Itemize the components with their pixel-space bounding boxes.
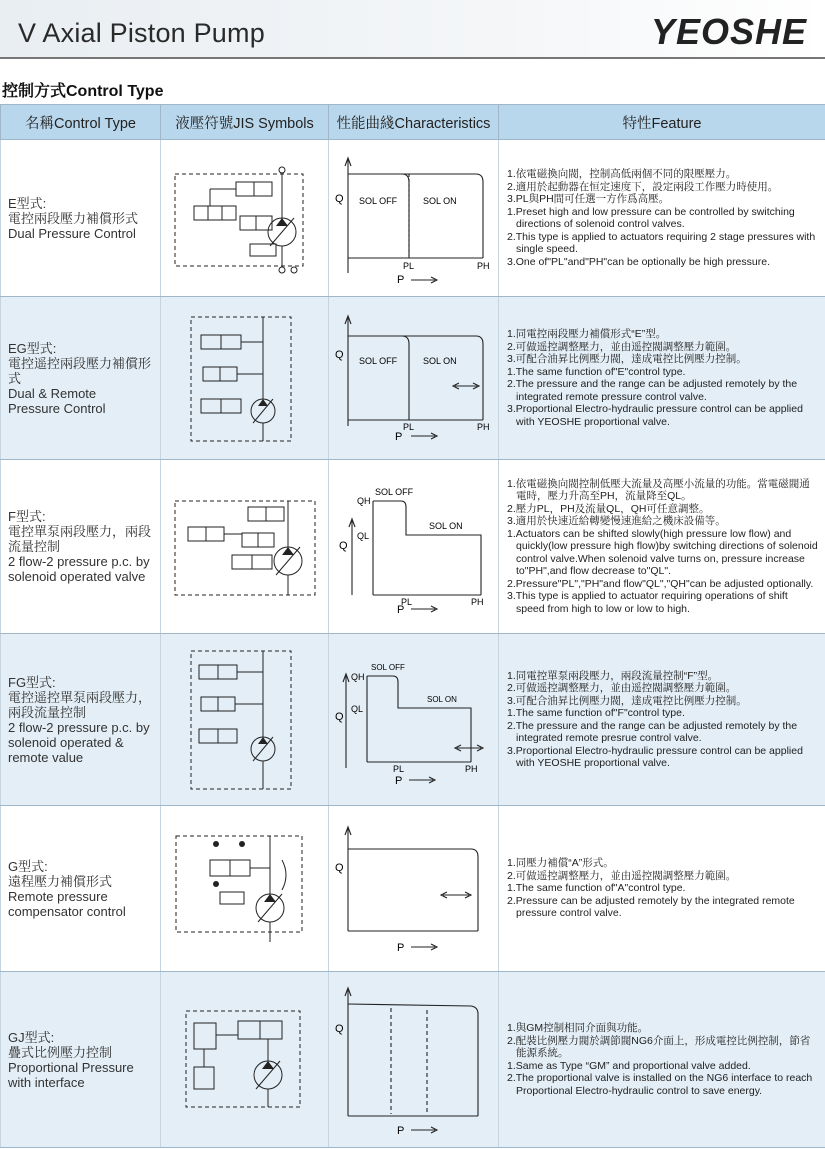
feature-item: 1.The same function of"A"control type.: [507, 882, 686, 895]
jis-symbol-cell: [161, 972, 329, 1148]
feature-item: 1.依電磁換向閥，控制高低兩個不同的限壓壓力。: [507, 168, 737, 180]
type-name-zh: 電控單泵兩段壓力，兩段流量控制: [8, 524, 152, 554]
section-title: 控制方式Control Type: [2, 83, 164, 100]
control-type-name: [1, 634, 161, 806]
tick-label-qh: QH: [356, 495, 370, 506]
type-name-en: Proportional Pressure: [8, 1059, 134, 1075]
axis-label-q: Q: [334, 710, 344, 723]
brand-logo: YEOSHE: [650, 11, 807, 52]
feature-item: 2.The pressure and the range can be adjusted remotely by the integrated remote pressure control valve.: [507, 378, 798, 403]
tick-label-pl: PL: [392, 763, 404, 774]
feature-item: 3.可配合油昇比例壓力閥，達成電控比例壓力控制。: [507, 694, 747, 707]
axis-label-p: P: [396, 274, 404, 286]
page-title: V Axial Piston Pump: [18, 18, 265, 48]
feature-item: 2.壓力PL，PH及流量QL，QH可任意調整。: [507, 502, 710, 515]
type-name-en: with interface: [8, 1074, 85, 1090]
curve-label-sol-on: SOL ON: [422, 356, 457, 366]
feature-cell: [499, 140, 825, 297]
type-code: F型式:: [8, 509, 46, 524]
pq-curve-gj: [331, 980, 497, 1140]
feature-item: 2.The pressure and the range can be adjusted remotely by the integrated remote presrue control valve.: [507, 719, 798, 744]
curve-label-sol-on: SOL ON: [426, 694, 457, 704]
feature-item: 1.Preset high and low pressure can be controlled by switching directions of solenoid control valves.: [507, 205, 795, 230]
tick-label-ph: PH: [470, 596, 484, 607]
characteristic-chart-cell: [329, 806, 499, 972]
hydraulic-symbol-g: [170, 830, 320, 948]
tick-label-pl: PL: [402, 422, 414, 432]
feature-cell: [499, 634, 825, 806]
control-type-name: [1, 140, 161, 297]
feature-item: 3.Proportional Electro-hydraulic pressure control can be applied with YEOSHE proportional valve.: [507, 744, 803, 769]
type-code: E型式:: [8, 195, 47, 211]
type-name-zh: 遠程壓力補償形式: [8, 873, 113, 889]
table-row-f: [1, 460, 825, 634]
jis-symbol-cell: [161, 297, 329, 460]
column-header-characteristics: 性能曲綫Characteristics: [329, 105, 499, 140]
feature-item: 2.Pressure can be adjusted remotely by the integrated remote pressure control valve.: [507, 894, 795, 920]
type-code: GJ型式:: [8, 1029, 55, 1045]
table-row-gj: [1, 972, 825, 1148]
axis-label-q: Q: [334, 349, 344, 361]
type-name-zh: 電控兩段壓力補償形式: [8, 210, 139, 226]
axis-label-p: P: [394, 774, 402, 787]
tick-label-pl: PL: [400, 596, 412, 607]
tick-label-pl: PL: [402, 261, 414, 271]
type-name-zh: 電控遥控單泵兩段壓力，兩段流量控制: [8, 689, 152, 720]
control-type-name: [1, 806, 161, 972]
feature-item: 3.PL與PH間可任選一方作爲高壓。: [507, 193, 670, 205]
axis-label-q: Q: [334, 1022, 344, 1035]
axis-label-p: P: [396, 1124, 404, 1137]
feature-item: 3.This type is applied to actuator requiring operations of shift speed from high to low or low to high.: [507, 590, 788, 615]
feature-item: 1.The same function of"F"control type.: [507, 707, 685, 719]
jis-symbol-cell: [161, 460, 329, 634]
feature-item: 1.同電控兩段壓力補償形式“E”型。: [507, 328, 667, 340]
feature-item: 1.與GM控制相同介面與功能。: [507, 1022, 649, 1034]
feature-item: 2.The proportional valve is installed on the NG6 interface to reach Proportional Electro-hydraulic control to save energy.: [507, 1072, 813, 1097]
feature-item: 1.同壓力補償“A”形式。: [507, 857, 614, 870]
tick-label-ph: PH: [464, 763, 478, 774]
tick-label-ph: PH: [476, 422, 490, 432]
axis-label-q: Q: [338, 539, 348, 552]
type-name-en: solenoid operated &: [8, 734, 124, 750]
tick-label-qh: QH: [350, 671, 364, 682]
pq-curve-g: [331, 819, 497, 959]
type-name-en: remote value: [8, 749, 84, 765]
feature-item: 2.可做遥控調整壓力，並由遥控閥調整壓力範圍。: [507, 869, 737, 882]
table-row-e: [1, 140, 825, 297]
type-name-en: 2 flow-2 pressure p.c. by: [8, 719, 150, 735]
curve-label-sol-off: SOL OFF: [358, 356, 397, 366]
feature-cell: [499, 460, 825, 634]
feature-item: 2.Pressure"PL","PH"and flow"QL","QH"can be adjusted optionally.: [507, 577, 814, 590]
axis-label-q: Q: [334, 193, 344, 205]
control-type-name: [1, 460, 161, 634]
feature-item: 2.This type is applied to actuators requiring 2 stage pressures with single speed.: [507, 230, 816, 255]
control-type-table: [0, 104, 825, 1148]
type-name-en: solenoid operated valve: [8, 569, 146, 584]
table-row-eg: [1, 297, 825, 460]
characteristic-chart-cell: [329, 140, 499, 297]
column-header-feature: 特性Feature: [499, 105, 825, 140]
tick-label-ql: QL: [356, 530, 369, 541]
characteristic-chart-cell: [329, 297, 499, 460]
feature-item: 2.配裝比例壓力閥於調節閥NG6介面上，形成電控比例控制，節省能源系統。: [507, 1034, 811, 1059]
axis-label-p: P: [394, 431, 402, 443]
type-name-en: 2 flow-2 pressure p.c. by: [8, 554, 150, 569]
feature-cell: [499, 806, 825, 972]
type-code: G型式:: [8, 858, 48, 874]
characteristic-chart-cell: [329, 634, 499, 806]
feature-item: 1.Actuators can be shifted slowly(high pressure low flow) and quickly(low pressure high flow)by switching directions of solenoid control valve.When solenoid valve turns on, pressure increase to"PH",and flow decrease to"QL".: [507, 527, 818, 578]
tick-label-ql: QL: [350, 703, 363, 714]
type-name-zh: 疊式比例壓力控制: [8, 1044, 113, 1060]
type-name-en: Dual Pressure Control: [8, 225, 136, 241]
hydraulic-symbol-e: [170, 162, 320, 274]
table-row-g: [1, 806, 825, 972]
characteristic-chart-cell: [329, 972, 499, 1148]
jis-symbol-cell: [161, 140, 329, 297]
type-code: EG型式:: [8, 340, 57, 356]
axis-label-p: P: [396, 941, 404, 954]
hydraulic-symbol-f: [170, 493, 320, 601]
type-name-en: compensator control: [8, 903, 126, 919]
header-divider: [0, 57, 825, 59]
characteristic-chart-cell: [329, 460, 499, 634]
control-type-name: [1, 972, 161, 1148]
feature-cell: [499, 972, 825, 1148]
column-header-jis-symbols: 液壓符號JIS Symbols: [161, 105, 329, 140]
table-row-fg: [1, 634, 825, 806]
curve-label-sol-off: SOL OFF: [374, 486, 413, 497]
axis-label-p: P: [396, 603, 404, 616]
hydraulic-symbol-fg: [185, 645, 305, 795]
feature-item: 3.One of"PL"and"PH"can be optionally be high pressure.: [507, 255, 770, 268]
feature-item: 1.同電控單泵兩段壓力，兩段流量控制“F”型。: [507, 669, 719, 682]
hydraulic-symbol-eg: [185, 311, 305, 446]
hydraulic-symbol-gj: [180, 1005, 310, 1115]
feature-item: 2.適用於起動器在恒定速度下，設定兩段工作壓力時使用。: [507, 180, 779, 193]
jis-symbol-cell: [161, 634, 329, 806]
curve-label-sol-off: SOL OFF: [358, 196, 397, 206]
feature-cell: [499, 297, 825, 460]
axis-label-q: Q: [334, 861, 344, 874]
feature-item: 1.Same as Type “GM” and proportional valve added.: [507, 1059, 751, 1072]
feature-item: 1.依電磁換向閥控制低壓大流量及高壓小流量的功能。當電磁閥通電時，壓力升高至PH，流量降至QL。: [507, 477, 810, 503]
type-name-zh: 電控遥控兩段壓力補償形式: [8, 355, 152, 386]
feature-item: 3.可配合油昇比例壓力閥，達成電控比例壓力控制。: [507, 353, 747, 365]
type-name-en: Dual & Remote: [8, 385, 97, 401]
tick-label-ph: PH: [476, 261, 490, 271]
curve-label-sol-off: SOL OFF: [370, 662, 405, 672]
feature-item: 3.適用於快速近給轉變慢速進給之機床設備等。: [507, 515, 726, 528]
pq-curve-e: [331, 148, 497, 288]
type-code: FG型式:: [8, 674, 56, 690]
feature-item: 2.可做遥控調整壓力，並由遥控閥調整壓力範圍。: [507, 340, 737, 353]
jis-symbol-cell: [161, 806, 329, 972]
feature-item: 1.The same function of"E"control type.: [507, 365, 686, 378]
pq-curve-fg: [331, 650, 497, 790]
feature-item: 3.Proportional Electro-hydraulic pressure control can be applied with YEOSHE proportional valve.: [507, 403, 803, 428]
curve-label-sol-on: SOL ON: [422, 196, 457, 206]
type-name-en: Remote pressure: [8, 888, 108, 904]
curve-label-sol-on: SOL ON: [428, 520, 463, 531]
pq-curve-eg: [331, 308, 497, 448]
column-header-control-type: 名稱Control Type: [1, 105, 161, 140]
type-name-en: Pressure Control: [8, 400, 106, 416]
feature-item: 2.可做遥控調整壓力，並由遥控閥調整壓力範圍。: [507, 682, 737, 694]
pq-curve-f: [331, 477, 497, 617]
control-type-name: [1, 297, 161, 460]
